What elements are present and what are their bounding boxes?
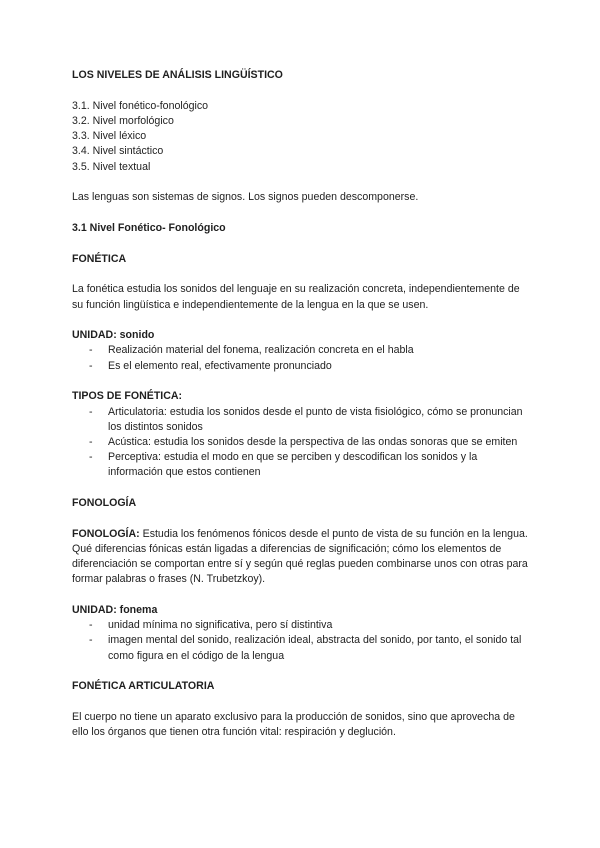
list-item: - Articulatoria: estudia los sonidos desde el punto de vista fisiológico, cómo se pronuncian los distintos sonidos [89, 405, 523, 433]
fonetica-definition: La fonética estudia los sonidos del lenguaje en su realización concreta, independientemente de su función lingüística e independientemente de la lengua en la que se usen. [72, 283, 520, 311]
fonologia-heading: FONOLOGÍA [72, 497, 137, 510]
articulatoria-heading: FONÉTICA ARTICULATORIA [72, 680, 215, 693]
fonema-unit-list [72, 618, 532, 664]
toc-item: 3.5. Nivel textual [72, 160, 151, 173]
toc-item: 3.2. Nivel morfológico [72, 114, 174, 127]
fonema-unit-heading: UNIDAD: fonema [72, 604, 158, 617]
bullet-marker: - [89, 405, 93, 418]
fonetica-types-list [72, 405, 532, 481]
toc-item: 3.4. Nivel sintáctico [72, 145, 164, 158]
sonido-unit-heading: UNIDAD: sonido [72, 329, 155, 342]
fonetica-types-heading: TIPOS DE FONÉTICA: [72, 390, 183, 403]
document-title: LOS NIVELES DE ANÁLISIS LINGÜÍSTICO [72, 69, 283, 81]
fonologia-paragraph: Qué diferencias fónicas están ligadas a diferencias de significación; cómo los elementos de diferenciación se comportan entre sí y según qué reglas pueden combinarse unos con otras para formar palabras o frases (N. Trubetzkoy). [72, 542, 528, 586]
fonologia-definition: FONOLOGÍA: Estudia los fenómenos fónicos desde el punto de vista de su función en la lengua. [72, 527, 528, 540]
bullet-marker: - [89, 359, 93, 372]
list-item: - Acústica: estudia los sonidos desde la perspectiva de las ondas sonoras que se emiten [108, 435, 532, 450]
intro-paragraph: Las lenguas son sistemas de signos. Los signos pueden descomponerse. [72, 191, 419, 204]
list-item: - imagen mental del sonido, realización ideal, abstracta del sonido, por tanto, el sonido tal como figura en el código de la lengua [89, 634, 522, 662]
bullet-marker: - [89, 435, 93, 448]
bullet-marker: - [89, 451, 93, 464]
toc-list [72, 99, 532, 175]
toc-item: 3.3. Nivel léxico [72, 130, 147, 143]
document-page [72, 68, 532, 741]
toc-item: 3.1. Nivel fonético-fonológico [72, 99, 209, 112]
list-item: - unidad mínima no significativa, pero sí distintiva [108, 618, 532, 633]
bullet-marker: - [89, 344, 93, 357]
articulatoria-paragraph: El cuerpo no tiene un aparato exclusivo para la producción de sonidos, sino que aprovecha de ello los órganos que tienen otra función vital: respiración y deglución. [72, 711, 515, 739]
section-heading: 3.1 Nivel Fonético- Fonológico [72, 221, 226, 234]
list-item: - Realización material del fonema, realización concreta en el habla [108, 343, 532, 358]
sonido-unit-list [72, 343, 532, 373]
list-item: - Es el elemento real, efectivamente pronunciado [108, 359, 532, 374]
bullet-marker: - [89, 619, 93, 632]
fonetica-heading: FONÉTICA [72, 252, 127, 265]
list-item: - Perceptiva: estudia el modo en que se perciben y descodifican los sonidos y la información que estos contienen [89, 451, 478, 479]
fonologia-definition-label: FONOLOGÍA: [72, 527, 140, 540]
bullet-marker: - [89, 634, 93, 647]
